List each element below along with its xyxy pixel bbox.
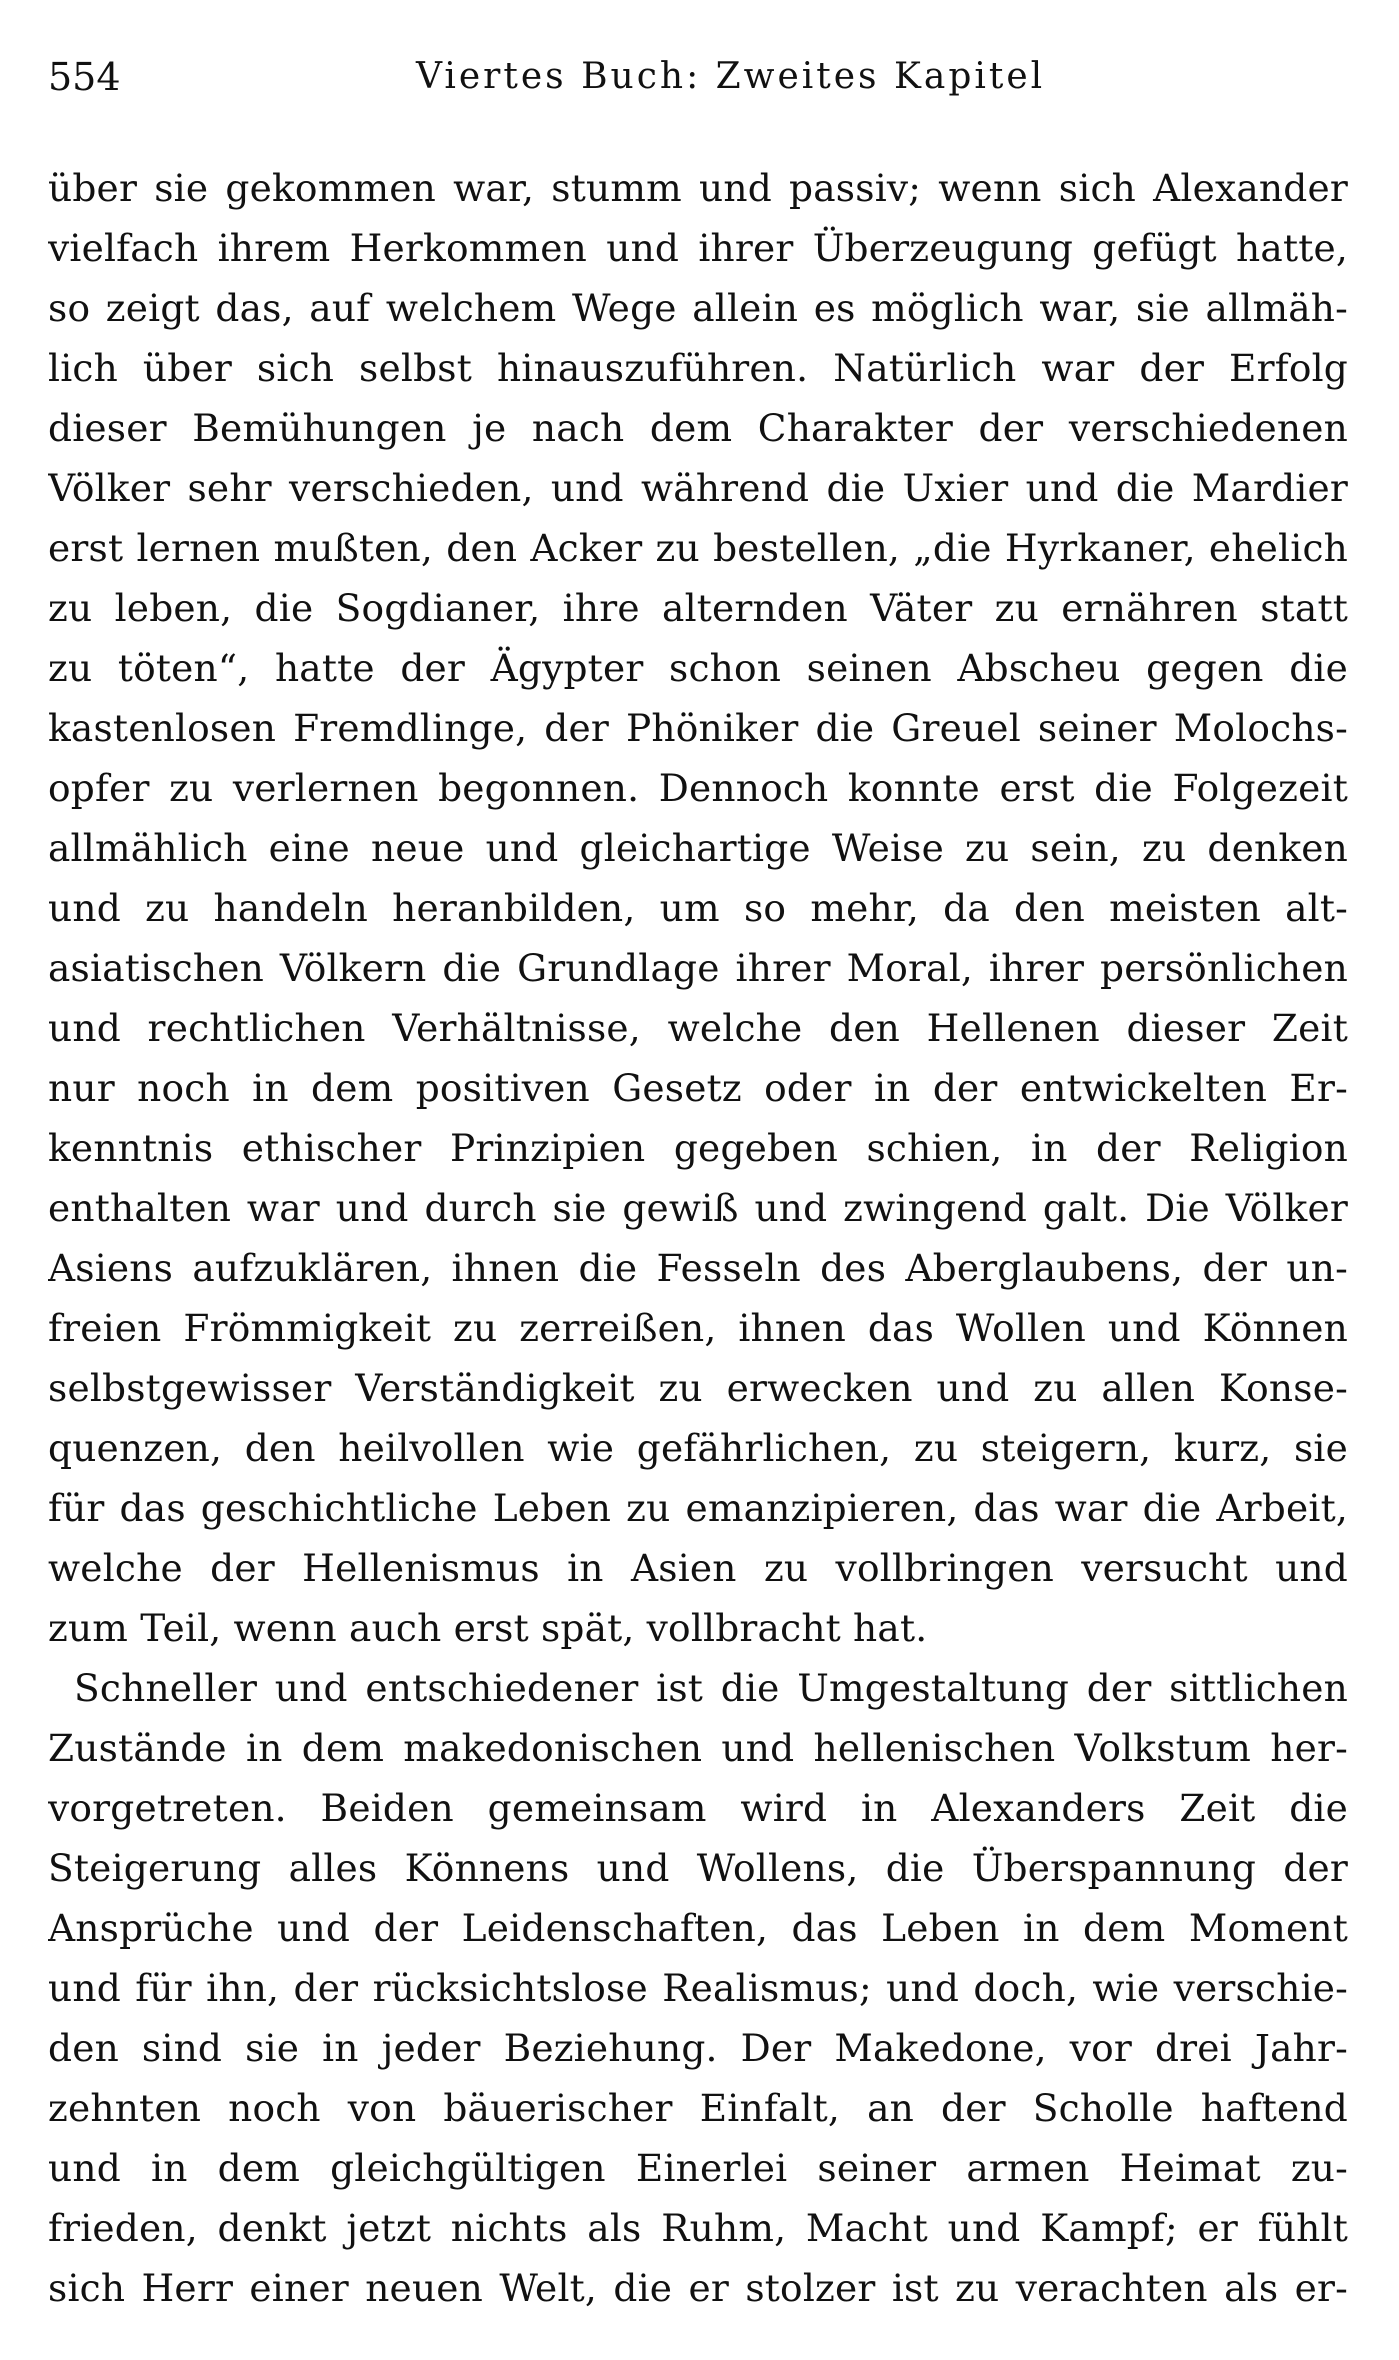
text-line: zum Teil, wenn auch erst spät, vollbracht hat. bbox=[48, 1606, 928, 1650]
text-line: vielfach ihrem Herkommen und ihrer Überzeugung gefügt hatte, bbox=[48, 226, 1348, 270]
text-line: Schneller und entschiedener ist die Umgestaltung der sittlichen bbox=[74, 1666, 1348, 1710]
text-line: Steigerung alles Könnens und Wollens, die Überspannung der bbox=[48, 1846, 1348, 1890]
text-line: und in dem gleichgültigen Einerlei seiner armen Heimat zu- bbox=[48, 2146, 1348, 2190]
text-line: zu töten“, hatte der Ägypter schon seinen Abscheu gegen die bbox=[48, 646, 1348, 690]
paragraph-1 bbox=[48, 158, 1348, 1658]
text-line: dieser Bemühungen je nach dem Charakter der verschiedenen bbox=[48, 406, 1348, 450]
text-line: so zeigt das, auf welchem Wege allein es möglich war, sie allmäh- bbox=[48, 286, 1348, 330]
text-line: sich Herr einer neuen Welt, die er stolzer ist zu verachten als er- bbox=[48, 2266, 1348, 2310]
text-line: und zu handeln heranbilden, um so mehr, da den meisten alt- bbox=[48, 886, 1348, 930]
text-line: für das geschichtliche Leben zu emanzipieren, das war die Arbeit, bbox=[48, 1486, 1348, 1530]
paragraph-2 bbox=[48, 1658, 1348, 2318]
text-line: welche der Hellenismus in Asien zu vollbringen versucht und bbox=[48, 1546, 1348, 1590]
text-line: Zustände in dem makedonischen und hellenischen Volkstum her- bbox=[48, 1726, 1348, 1770]
text-line: und rechtlichen Verhältnisse, welche den Hellenen dieser Zeit bbox=[48, 1006, 1348, 1050]
text-line: frieden, denkt jetzt nichts als Ruhm, Macht und Kampf; er fühlt bbox=[48, 2206, 1348, 2250]
running-title: Viertes Buch: Zweites Kapitel bbox=[416, 56, 1046, 97]
text-line: Völker sehr verschieden, und während die Uxier und die Mardier bbox=[48, 466, 1348, 510]
text-line: lich über sich selbst hinauszuführen. Natürlich war der Erfolg bbox=[48, 346, 1348, 390]
running-head bbox=[48, 40, 1348, 114]
text-line: kenntnis ethischer Prinzipien gegeben schien, in der Religion bbox=[48, 1126, 1348, 1170]
text-line: opfer zu verlernen begonnen. Dennoch konnte erst die Folgezeit bbox=[48, 766, 1348, 810]
text-line: selbstgewisser Verständigkeit zu erwecken und zu allen Konse- bbox=[48, 1366, 1348, 1410]
text-line: enthalten war und durch sie gewiß und zwingend galt. Die Völker bbox=[48, 1186, 1348, 1230]
text-line: quenzen, den heilvollen wie gefährlichen, zu steigern, kurz, sie bbox=[48, 1426, 1348, 1470]
text-line: den sind sie in jeder Beziehung. Der Makedone, vor drei Jahr- bbox=[48, 2026, 1348, 2070]
text-line: und für ihn, der rücksichtslose Realismus; und doch, wie verschie- bbox=[48, 1966, 1348, 2010]
text-line: nur noch in dem positiven Gesetz oder in der entwickelten Er- bbox=[48, 1066, 1348, 1110]
text-line: Ansprüche und der Leidenschaften, das Leben in dem Moment bbox=[48, 1906, 1348, 1950]
text-line: Asiens aufzuklären, ihnen die Fesseln des Aberglaubens, der un- bbox=[48, 1246, 1348, 1290]
text-line: allmählich eine neue und gleichartige Weise zu sein, zu denken bbox=[48, 826, 1348, 870]
page-number: 554 bbox=[48, 55, 121, 99]
body-text bbox=[48, 158, 1348, 2318]
text-line: zu leben, die Sogdianer, ihre alternden Väter zu ernähren statt bbox=[48, 586, 1348, 630]
text-line: freien Frömmigkeit zu zerreißen, ihnen das Wollen und Können bbox=[48, 1306, 1348, 1350]
text-line: zehnten noch von bäuerischer Einfalt, an der Scholle haftend bbox=[48, 2086, 1348, 2130]
text-line: über sie gekommen war, stumm und passiv; wenn sich Alexander bbox=[48, 166, 1348, 210]
text-line: erst lernen mußten, den Acker zu bestellen, „die Hyrkaner, ehelich bbox=[48, 526, 1348, 570]
book-page bbox=[48, 40, 1348, 2320]
text-line: vorgetreten. Beiden gemeinsam wird in Alexanders Zeit die bbox=[48, 1786, 1348, 1830]
text-line: kastenlosen Fremdlinge, der Phöniker die Greuel seiner Molochs- bbox=[48, 706, 1348, 750]
text-line: asiatischen Völkern die Grundlage ihrer Moral, ihrer persönlichen bbox=[48, 946, 1348, 990]
